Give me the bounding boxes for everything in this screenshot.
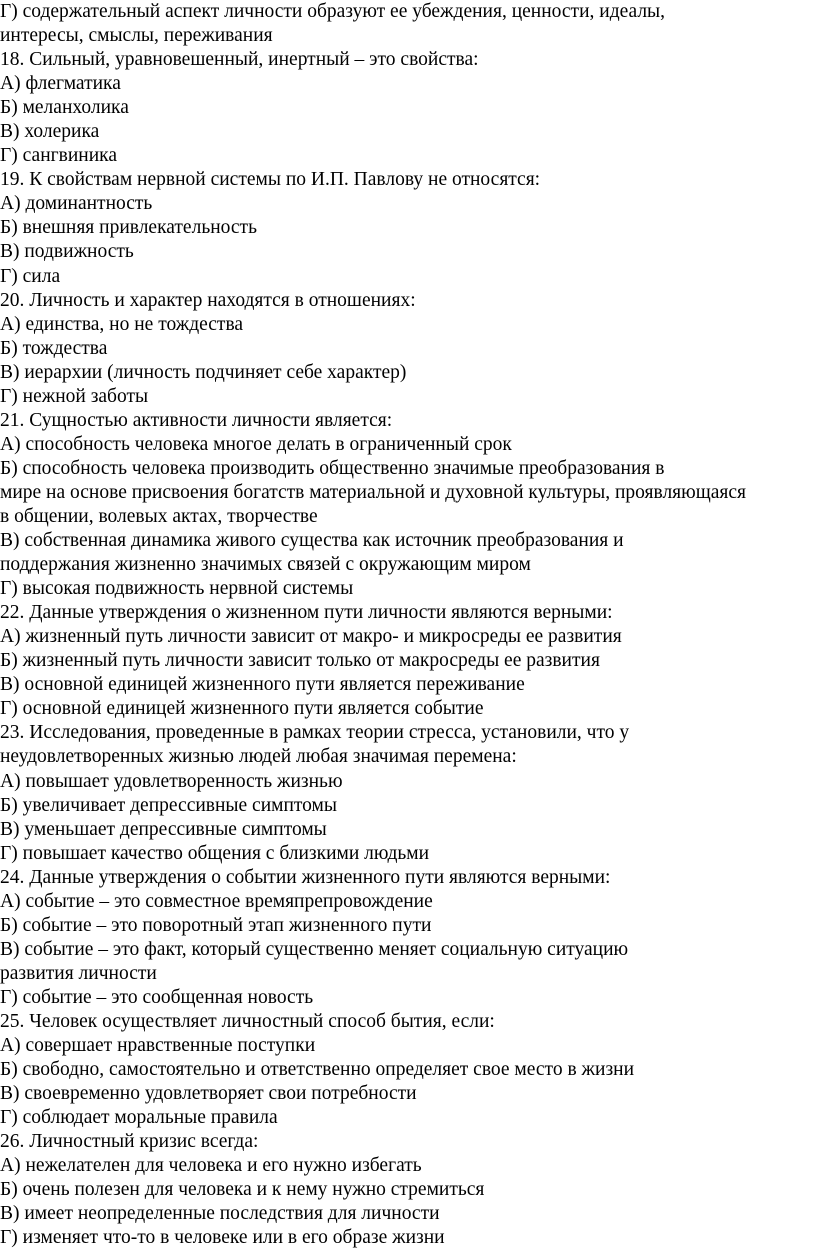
answer-option: Б) событие – это поворотный этап жизненного пути <box>0 914 432 936</box>
answer-option: Б) внешняя привлекательность <box>0 217 257 239</box>
answer-option: В) имеет неопределенные последствия для личности <box>0 1203 440 1225</box>
answer-option-continuation: поддержания жизненно значимых связей с окружающим миром <box>0 554 531 576</box>
answer-option: Б) способность человека производить общественно значимые преобразования в <box>0 457 665 479</box>
answer-option: В) основной единицей жизненного пути является переживание <box>0 674 525 696</box>
answer-option: Б) меланхолика <box>0 97 129 119</box>
question-18: 18. Сильный, уравновешенный, инертный – это свойства: <box>0 49 479 71</box>
answer-option: А) доминантность <box>0 193 153 215</box>
answer-option-continuation: развития личности <box>0 962 157 984</box>
answer-option: Б) свободно, самостоятельно и ответственно определяет свое место в жизни <box>0 1059 635 1081</box>
answer-option: А) единства, но не тождества <box>0 313 244 335</box>
answer-option: А) совершает нравственные поступки <box>0 1035 316 1057</box>
answer-option: В) собственная динамика живого существа как источник преобразования и <box>0 530 624 552</box>
answer-option: В) уменьшает депрессивные симптомы <box>0 818 327 840</box>
answer-option: Г) повышает качество общения с близкими людьми <box>0 842 430 864</box>
answer-option: Г) сила <box>0 265 61 287</box>
question-22: 22. Данные утверждения о жизненном пути личности являются верными: <box>0 602 613 624</box>
answer-option: А) повышает удовлетворенность жизнью <box>0 770 343 792</box>
answer-option-continuation: в общении, волевых актах, творчестве <box>0 505 318 527</box>
answer-option-continuation: мире на основе присвоения богатств материальной и духовной культуры, проявляющаяся <box>0 481 746 503</box>
answer-option: Г) изменяет что-то в человеке или в его образе жизни <box>0 1227 445 1249</box>
answer-option: А) нежелателен для человека и его нужно избегать <box>0 1155 422 1177</box>
answer-option: Г) событие – это сообщенная новость <box>0 986 314 1008</box>
question-25: 25. Человек осуществляет личностный способ бытия, если: <box>0 1010 495 1032</box>
answer-option: А) способность человека многое делать в ограниченный срок <box>0 433 512 455</box>
answer-option-continuation: интересы, смыслы, переживания <box>0 25 273 47</box>
answer-option: Б) жизненный путь личности зависит только от макросреды ее развития <box>0 650 600 672</box>
question-continuation: неудовлетворенных жизнью людей любая значимая перемена: <box>0 746 517 768</box>
question-26: 26. Личностный кризис всегда: <box>0 1131 259 1153</box>
answer-option: В) холерика <box>0 121 100 143</box>
question-24: 24. Данные утверждения о событии жизненного пути являются верными: <box>0 866 611 888</box>
question-19: 19. К свойствам нервной системы по И.П. Павлову не относятся: <box>0 169 541 191</box>
answer-option: А) событие – это совместное времяпрепровождение <box>0 890 433 912</box>
answer-option: Г) содержательный аспект личности образуют ее убеждения, ценности, идеалы, <box>0 1 666 22</box>
answer-option: Б) увеличивает депрессивные симптомы <box>0 794 338 816</box>
question-23: 23. Исследования, проведенные в рамках теории стресса, установили, что у <box>0 722 630 744</box>
question-21: 21. Сущностью активности личности является: <box>0 409 393 431</box>
answer-option: А) флегматика <box>0 73 121 95</box>
answer-option: Г) нежной заботы <box>0 385 149 407</box>
answer-option: Г) основной единицей жизненного пути является событие <box>0 698 484 720</box>
answer-option: Г) соблюдает моральные правила <box>0 1107 278 1129</box>
answer-option: В) иерархии (личность подчиняет себе характер) <box>0 361 407 383</box>
answer-option: Г) высокая подвижность нервной системы <box>0 578 354 600</box>
answer-option: Б) тождества <box>0 337 108 359</box>
answer-option: В) событие – это факт, который существенно меняет социальную ситуацию <box>0 938 629 960</box>
answer-option: А) жизненный путь личности зависит от макро- и микросреды ее развития <box>0 626 622 648</box>
answer-option: Г) сангвиника <box>0 145 117 167</box>
question-20: 20. Личность и характер находятся в отношениях: <box>0 289 416 311</box>
answer-option: В) своевременно удовлетворяет свои потребности <box>0 1083 417 1105</box>
answer-option: В) подвижность <box>0 241 134 263</box>
answer-option: Б) очень полезен для человека и к нему нужно стремиться <box>0 1179 485 1201</box>
